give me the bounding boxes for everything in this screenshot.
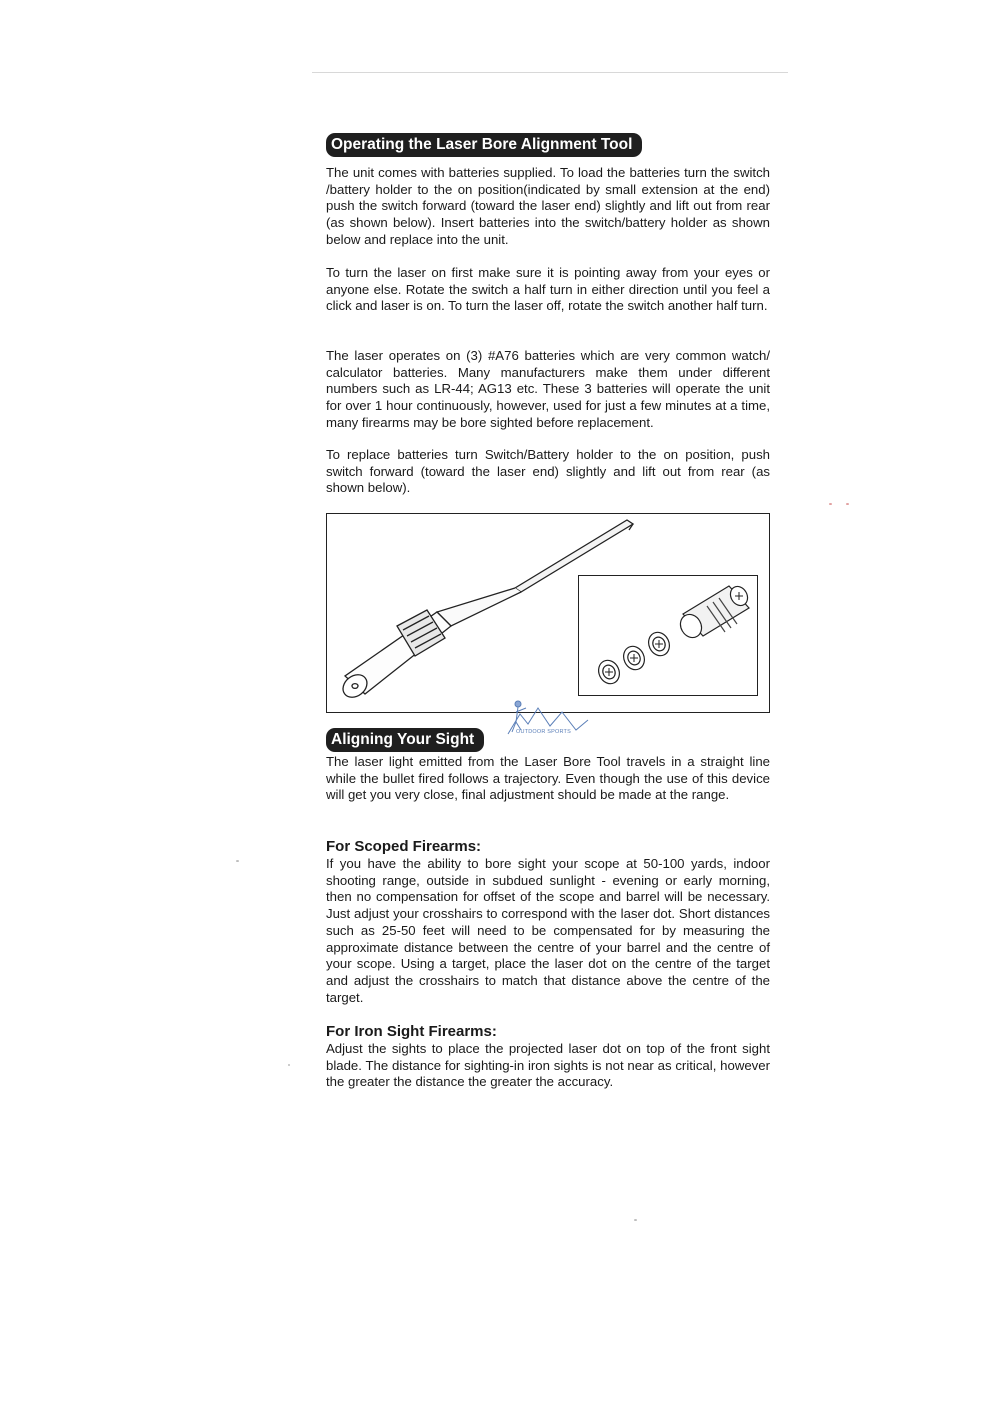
- watermark-text: OUTDOOR SPORTS: [516, 729, 571, 735]
- scoped-firearms-title: For Scoped Firearms:: [326, 838, 482, 855]
- iron-sight-firearms-title: For Iron Sight Firearms:: [326, 1023, 497, 1040]
- operating-paragraph-4: To replace batteries turn Switch/Battery holder to the on position, push switch forward (toward the laser end) slightly and lift out from rear (as shown below).: [326, 447, 770, 496]
- battery-detail-illustration: [579, 576, 757, 695]
- operating-paragraph-1: The unit comes with batteries supplied. To load the batteries turn the switch /battery holder to the on position(indicated by small extension at the end) push the switch forward (toward the laser end) slightly and lift out from rear (as shown below). Insert batteries into the switch/battery holder as shown below and replace into the unit.: [326, 165, 770, 247]
- aligning-section: [326, 728, 770, 752]
- iron-sight-firearms-text: Adjust the sights to place the projected laser dot on top of the front sight blade. The distance for sighting-in iron sights is not near as critical, however the greater the distance the greater the accuracy.: [326, 1041, 770, 1090]
- section-heading-aligning: Aligning Your Sight: [326, 728, 484, 752]
- section-heading-operating: Operating the Laser Bore Alignment Tool: [326, 133, 642, 157]
- scoped-firearms-text: If you have the ability to bore sight your scope at 50-100 yards, indoor shooting range, outside in subdued sunlight - evening or early morning, then no compensation for offset of the scope and barrel will be necessary. Just adjust your crosshairs to correspond with the laser dot. Short distances such as 25-50 feet will need to be compensated for by measuring the approximate distance between the centre of your barrel and the centre of your scope. Using a target, place the laser dot on the centre of the target and adjust the crosshairs to match that distance above the centre of the target.: [326, 856, 770, 1005]
- operating-paragraph-2: To turn the laser on first make sure it is pointing away from your eyes or anyone else. Rotate the switch a half turn in either direction until you feel a click and laser is on. To turn the laser off, rotate the switch another half turn.: [326, 265, 770, 314]
- laser-tool-figure: [326, 513, 770, 713]
- scan-speck: [846, 503, 849, 505]
- operating-section: [326, 133, 770, 157]
- scan-speck: [288, 1064, 290, 1066]
- operating-paragraph-3: The laser operates on (3) #A76 batteries which are very common watch/ calculator batteries. Many manufacturers make them under different numbers such as LR-44; AG13 etc. These 3 batteries will operate the unit for over 1 hour continuously, however, used for just a few minutes at a time, many firearms may be bore sighted before replacement.: [326, 348, 770, 430]
- battery-detail-inset: [578, 575, 758, 696]
- top-divider: [312, 72, 788, 73]
- scan-speck: [236, 860, 239, 862]
- aligning-intro: The laser light emitted from the Laser Bore Tool travels in a straight line while the bullet fired follows a trajectory. Even though the use of this device will get you very close, final adjustment should be made at the range.: [326, 754, 770, 803]
- scan-speck: [634, 1219, 637, 1221]
- scan-speck: [829, 503, 832, 505]
